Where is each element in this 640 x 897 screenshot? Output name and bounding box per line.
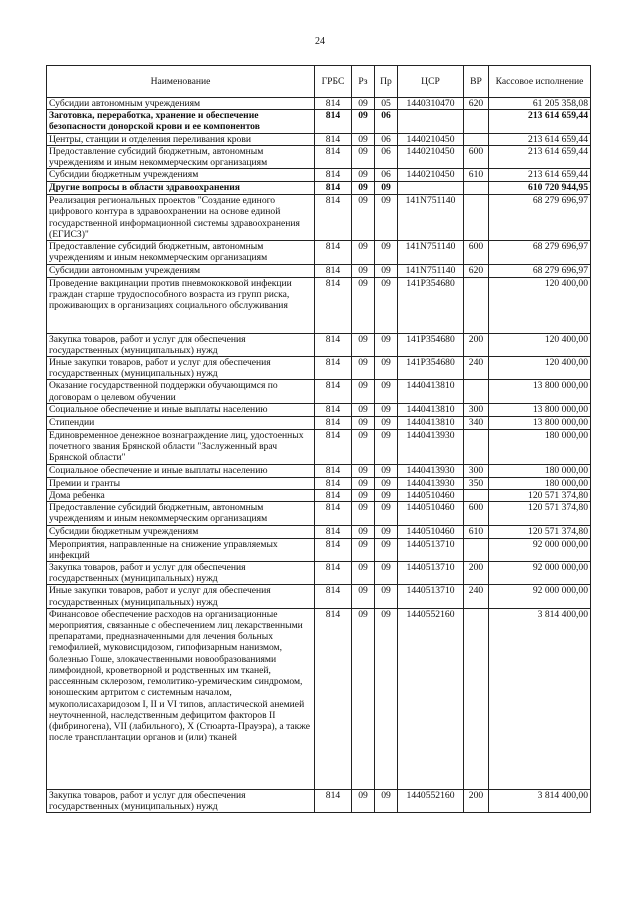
cell-name: Субсидии бюджетным учреждениям xyxy=(47,525,315,538)
cell-rz: 09 xyxy=(352,789,375,812)
cell-amount: 180 000,00 xyxy=(489,464,591,477)
cell-amount: 61 205 358,08 xyxy=(489,98,591,110)
cell-grbs: 814 xyxy=(315,403,352,416)
cell-pr: 06 xyxy=(375,133,398,145)
cell-csr: 1440413810 xyxy=(398,403,464,416)
cell-pr: 09 xyxy=(375,264,398,277)
cell-rz: 09 xyxy=(352,133,375,145)
cell-amount: 120 571 374,80 xyxy=(489,490,591,502)
cell-amount: 3 814 400,00 xyxy=(489,789,591,812)
cell-grbs: 814 xyxy=(315,429,352,464)
cell-rz: 09 xyxy=(352,562,375,585)
cell-amount: 213 614 659,44 xyxy=(489,133,591,145)
cell-pr: 09 xyxy=(375,608,398,789)
cell-vr: 610 xyxy=(464,169,489,182)
cell-vr xyxy=(464,133,489,145)
header-vr: ВР xyxy=(464,66,489,98)
cell-pr: 09 xyxy=(375,490,398,502)
cell-grbs: 814 xyxy=(315,538,352,561)
cell-grbs: 814 xyxy=(315,380,352,403)
cell-name: Предоставление субсидий бюджетным, автономным учреждениям и иным некоммерческим организациям xyxy=(47,145,315,168)
cell-pr: 09 xyxy=(375,380,398,403)
cell-rz: 09 xyxy=(352,585,375,608)
table-row xyxy=(47,490,591,502)
table-row xyxy=(47,357,591,380)
cell-name: Субсидии бюджетным учреждениям xyxy=(47,169,315,182)
table-row xyxy=(47,464,591,477)
cell-csr: 1440413810 xyxy=(398,380,464,403)
cell-vr: 620 xyxy=(464,98,489,110)
table-row xyxy=(47,380,591,403)
header-rz: Рз xyxy=(352,66,375,98)
table-row xyxy=(47,145,591,168)
cell-name: Иные закупки товаров, работ и услуг для обеспечения государственных (муниципальных) нужд xyxy=(47,357,315,380)
budget-execution-table xyxy=(46,65,591,813)
cell-csr: 1440210450 xyxy=(398,169,464,182)
cell-csr xyxy=(398,182,464,195)
cell-rz: 09 xyxy=(352,182,375,195)
cell-pr: 09 xyxy=(375,502,398,525)
cell-pr: 09 xyxy=(375,277,398,333)
table-row xyxy=(47,110,591,133)
cell-rz: 09 xyxy=(352,490,375,502)
table-row xyxy=(47,264,591,277)
cell-grbs: 814 xyxy=(315,562,352,585)
cell-vr xyxy=(464,608,489,789)
cell-pr: 06 xyxy=(375,169,398,182)
cell-rz: 09 xyxy=(352,98,375,110)
cell-name: Предоставление субсидий бюджетным, автономным учреждениям и иным некоммерческим организациям xyxy=(47,241,315,264)
cell-grbs: 814 xyxy=(315,490,352,502)
cell-csr: 1440210450 xyxy=(398,133,464,145)
cell-csr: 1440510460 xyxy=(398,490,464,502)
cell-vr xyxy=(464,182,489,195)
cell-vr: 600 xyxy=(464,145,489,168)
cell-csr: 1440513710 xyxy=(398,538,464,561)
cell-rz: 09 xyxy=(352,169,375,182)
cell-amount: 213 614 659,44 xyxy=(489,110,591,133)
cell-vr xyxy=(464,490,489,502)
cell-pr: 09 xyxy=(375,585,398,608)
cell-csr: 141N751140 xyxy=(398,195,464,241)
cell-amount: 92 000 000,00 xyxy=(489,562,591,585)
cell-pr: 09 xyxy=(375,182,398,195)
cell-vr: 610 xyxy=(464,525,489,538)
cell-grbs: 814 xyxy=(315,110,352,133)
cell-grbs: 814 xyxy=(315,277,352,333)
cell-amount: 213 614 659,44 xyxy=(489,169,591,182)
cell-name: Премии и гранты xyxy=(47,477,315,489)
page-number: 24 xyxy=(315,36,325,47)
cell-csr: 1440510460 xyxy=(398,525,464,538)
cell-grbs: 814 xyxy=(315,264,352,277)
cell-grbs: 814 xyxy=(315,585,352,608)
cell-grbs: 814 xyxy=(315,133,352,145)
cell-rz: 09 xyxy=(352,416,375,429)
cell-amount: 92 000 000,00 xyxy=(489,585,591,608)
cell-rz: 09 xyxy=(352,380,375,403)
cell-amount: 120 400,00 xyxy=(489,333,591,356)
cell-amount: 3 814 400,00 xyxy=(489,608,591,789)
table-row xyxy=(47,416,591,429)
cell-rz: 09 xyxy=(352,502,375,525)
cell-grbs: 814 xyxy=(315,182,352,195)
cell-vr xyxy=(464,380,489,403)
cell-amount: 180 000,00 xyxy=(489,477,591,489)
table-row xyxy=(47,241,591,264)
cell-name: Проведение вакцинации против пневмококковой инфекции граждан старше трудоспособного возраста из групп риска, проживающих в организациях социального обслуживания xyxy=(47,277,315,333)
table-row xyxy=(47,277,591,333)
cell-csr: 1440310470 xyxy=(398,98,464,110)
cell-grbs: 814 xyxy=(315,464,352,477)
cell-name: Реализация региональных проектов "Создание единого цифрового контура в здравоохранении на основе единой государственной информационной системы здравоохранения (ЕГИСЗ)" xyxy=(47,195,315,241)
cell-rz: 09 xyxy=(352,477,375,489)
cell-csr: 1440510460 xyxy=(398,502,464,525)
cell-name: Дома ребенка xyxy=(47,490,315,502)
cell-vr xyxy=(464,195,489,241)
cell-pr: 09 xyxy=(375,241,398,264)
cell-pr: 09 xyxy=(375,403,398,416)
cell-amount: 180 000,00 xyxy=(489,429,591,464)
cell-grbs: 814 xyxy=(315,145,352,168)
cell-amount: 68 279 696,97 xyxy=(489,264,591,277)
cell-csr: 1440413930 xyxy=(398,477,464,489)
table-row xyxy=(47,502,591,525)
cell-vr: 620 xyxy=(464,264,489,277)
cell-pr: 09 xyxy=(375,333,398,356)
table-body xyxy=(47,98,591,813)
cell-csr: 1440413930 xyxy=(398,464,464,477)
cell-name: Субсидии автономным учреждениям xyxy=(47,98,315,110)
cell-csr: 141P354680 xyxy=(398,277,464,333)
cell-rz: 09 xyxy=(352,608,375,789)
cell-vr: 300 xyxy=(464,464,489,477)
cell-vr xyxy=(464,110,489,133)
cell-rz: 09 xyxy=(352,264,375,277)
cell-grbs: 814 xyxy=(315,502,352,525)
cell-vr: 600 xyxy=(464,241,489,264)
table-row xyxy=(47,538,591,561)
cell-pr: 09 xyxy=(375,525,398,538)
table-row xyxy=(47,608,591,789)
cell-amount: 13 800 000,00 xyxy=(489,416,591,429)
cell-pr: 06 xyxy=(375,110,398,133)
cell-rz: 09 xyxy=(352,403,375,416)
cell-pr: 05 xyxy=(375,98,398,110)
cell-rz: 09 xyxy=(352,195,375,241)
cell-rz: 09 xyxy=(352,241,375,264)
cell-name: Мероприятия, направленные на снижение управляемых инфекций xyxy=(47,538,315,561)
cell-pr: 09 xyxy=(375,416,398,429)
cell-grbs: 814 xyxy=(315,416,352,429)
table-row xyxy=(47,429,591,464)
table-row xyxy=(47,182,591,195)
cell-vr: 200 xyxy=(464,789,489,812)
cell-rz: 09 xyxy=(352,110,375,133)
table-header-row xyxy=(47,66,591,98)
cell-amount: 68 279 696,97 xyxy=(489,195,591,241)
cell-grbs: 814 xyxy=(315,98,352,110)
cell-rz: 09 xyxy=(352,538,375,561)
cell-amount: 68 279 696,97 xyxy=(489,241,591,264)
table-row xyxy=(47,562,591,585)
cell-rz: 09 xyxy=(352,145,375,168)
cell-vr xyxy=(464,538,489,561)
cell-vr: 200 xyxy=(464,333,489,356)
cell-name: Социальное обеспечение и иные выплаты населению xyxy=(47,403,315,416)
cell-vr: 240 xyxy=(464,357,489,380)
cell-amount: 120 571 374,80 xyxy=(489,525,591,538)
cell-name: Единовременное денежное вознаграждение лиц, удостоенных почетного звания Брянской области "Заслуженный врач Брянской области" xyxy=(47,429,315,464)
cell-grbs: 814 xyxy=(315,789,352,812)
cell-csr: 1440513710 xyxy=(398,562,464,585)
cell-pr: 09 xyxy=(375,477,398,489)
cell-vr: 200 xyxy=(464,562,489,585)
table-row xyxy=(47,133,591,145)
cell-pr: 09 xyxy=(375,357,398,380)
cell-amount: 120 400,00 xyxy=(489,357,591,380)
cell-amount: 610 720 944,95 xyxy=(489,182,591,195)
table-row xyxy=(47,477,591,489)
cell-name: Заготовка, переработка, хранение и обеспечение безопасности донорской крови и ее компонентов xyxy=(47,110,315,133)
table-row xyxy=(47,195,591,241)
cell-name: Закупка товаров, работ и услуг для обеспечения государственных (муниципальных) нужд xyxy=(47,562,315,585)
cell-vr xyxy=(464,429,489,464)
cell-pr: 09 xyxy=(375,538,398,561)
cell-csr: 141N751140 xyxy=(398,264,464,277)
cell-rz: 09 xyxy=(352,429,375,464)
table-row xyxy=(47,403,591,416)
table-row xyxy=(47,789,591,812)
header-amount: Кассовое исполнение xyxy=(489,66,591,98)
cell-vr: 600 xyxy=(464,502,489,525)
cell-amount: 13 800 000,00 xyxy=(489,380,591,403)
cell-grbs: 814 xyxy=(315,608,352,789)
cell-amount: 120 400,00 xyxy=(489,277,591,333)
cell-rz: 09 xyxy=(352,357,375,380)
header-pr: Пр xyxy=(375,66,398,98)
cell-csr: 141P354680 xyxy=(398,333,464,356)
cell-pr: 09 xyxy=(375,562,398,585)
cell-vr: 340 xyxy=(464,416,489,429)
table-row xyxy=(47,585,591,608)
cell-name: Закупка товаров, работ и услуг для обеспечения государственных (муниципальных) нужд xyxy=(47,333,315,356)
cell-pr: 09 xyxy=(375,464,398,477)
cell-csr: 1440413930 xyxy=(398,429,464,464)
cell-grbs: 814 xyxy=(315,241,352,264)
cell-vr: 300 xyxy=(464,403,489,416)
cell-rz: 09 xyxy=(352,464,375,477)
cell-vr xyxy=(464,277,489,333)
cell-vr: 350 xyxy=(464,477,489,489)
cell-csr: 141P354680 xyxy=(398,357,464,380)
cell-csr: 1440513710 xyxy=(398,585,464,608)
cell-name: Субсидии автономным учреждениям xyxy=(47,264,315,277)
cell-pr: 09 xyxy=(375,789,398,812)
cell-amount: 213 614 659,44 xyxy=(489,145,591,168)
table-row xyxy=(47,169,591,182)
cell-csr xyxy=(398,110,464,133)
cell-amount: 13 800 000,00 xyxy=(489,403,591,416)
cell-csr: 1440210450 xyxy=(398,145,464,168)
cell-rz: 09 xyxy=(352,333,375,356)
cell-grbs: 814 xyxy=(315,357,352,380)
header-grbs: ГРБС xyxy=(315,66,352,98)
cell-csr: 141N751140 xyxy=(398,241,464,264)
cell-name: Предоставление субсидий бюджетным, автономным учреждениям и иным некоммерческим организациям xyxy=(47,502,315,525)
cell-grbs: 814 xyxy=(315,525,352,538)
cell-pr: 09 xyxy=(375,429,398,464)
cell-name: Финансовое обеспечение расходов на организационные мероприятия, связанные с обеспечением лиц лекарственными препаратами, предназначенными для лечения больных гемофилией, муковисцидозом, гипофизарным нанизмом, болезнью Гоше, злокачественными новообразованиями лимфоидной, кроветворной и родственных им тканей, рассеянным склерозом, гемолитико-уремическим синдромом, юношеским артритом с системным началом, мукополисахаридозом I, II и VI типов, апластической анемией неуточненной, наследственным дефицитом факторов II (фибриногена), VII (лабильного), X (Стюарта-Прауэра), а также после трансплантации органов и (или) тканей xyxy=(47,608,315,789)
cell-grbs: 814 xyxy=(315,477,352,489)
cell-grbs: 814 xyxy=(315,195,352,241)
cell-grbs: 814 xyxy=(315,333,352,356)
cell-csr: 1440552160 xyxy=(398,608,464,789)
table-row xyxy=(47,98,591,110)
table-row xyxy=(47,333,591,356)
cell-pr: 09 xyxy=(375,195,398,241)
cell-amount: 92 000 000,00 xyxy=(489,538,591,561)
cell-name: Центры, станции и отделения переливания крови xyxy=(47,133,315,145)
cell-name: Другие вопросы в области здравоохранения xyxy=(47,182,315,195)
cell-rz: 09 xyxy=(352,525,375,538)
header-name: Наименование xyxy=(47,66,315,98)
cell-grbs: 814 xyxy=(315,169,352,182)
cell-name: Иные закупки товаров, работ и услуг для обеспечения государственных (муниципальных) нужд xyxy=(47,585,315,608)
cell-name: Оказание государственной поддержки обучающимся по договорам о целевом обучении xyxy=(47,380,315,403)
header-csr: ЦСР xyxy=(398,66,464,98)
cell-name: Социальное обеспечение и иные выплаты населению xyxy=(47,464,315,477)
table-row xyxy=(47,525,591,538)
cell-vr: 240 xyxy=(464,585,489,608)
cell-csr: 1440413810 xyxy=(398,416,464,429)
cell-amount: 120 571 374,80 xyxy=(489,502,591,525)
cell-rz: 09 xyxy=(352,277,375,333)
cell-name: Закупка товаров, работ и услуг для обеспечения государственных (муниципальных) нужд xyxy=(47,789,315,812)
cell-pr: 06 xyxy=(375,145,398,168)
cell-name: Стипендии xyxy=(47,416,315,429)
cell-csr: 1440552160 xyxy=(398,789,464,812)
